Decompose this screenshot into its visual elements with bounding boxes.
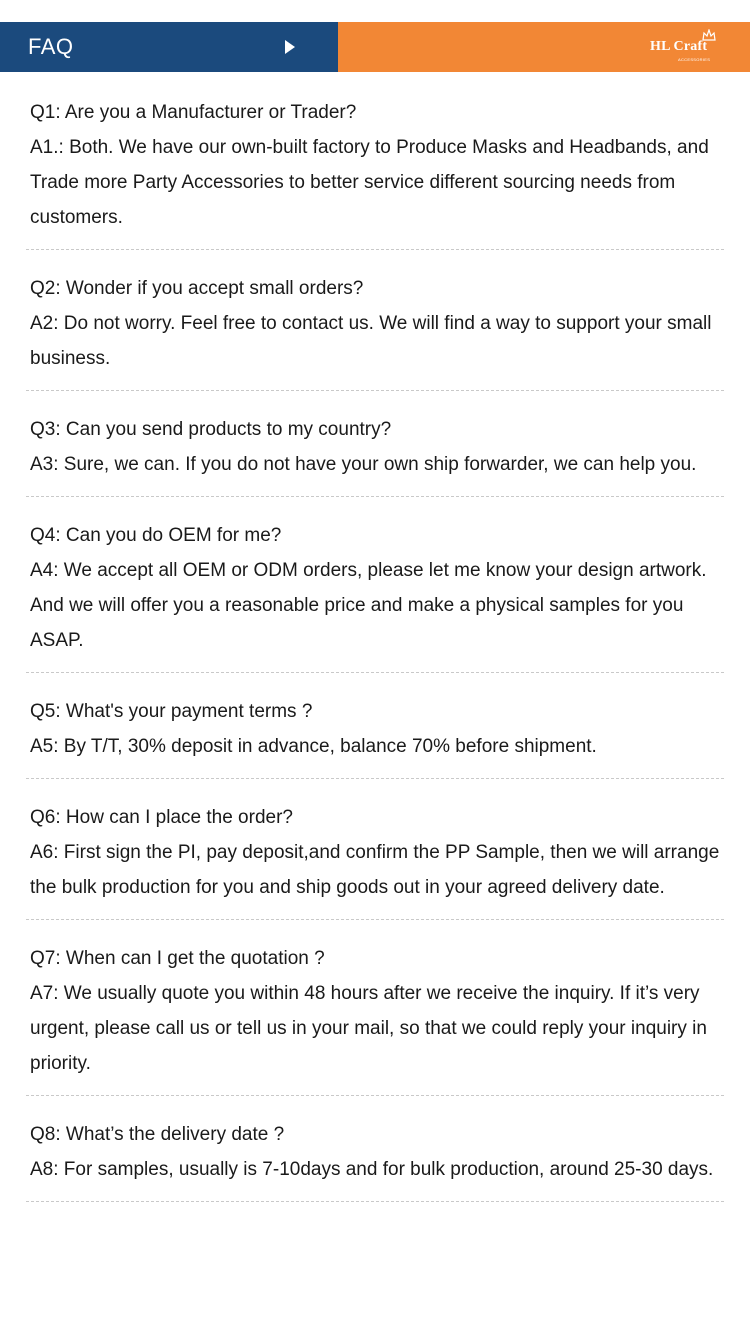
faq-item bbox=[26, 412, 724, 497]
faq-item bbox=[26, 1117, 724, 1202]
faq-question: Q2: Wonder if you accept small orders? bbox=[30, 278, 364, 299]
hl-craft-logo bbox=[650, 29, 720, 65]
play-arrow-icon bbox=[285, 40, 295, 54]
page-title: FAQ bbox=[28, 34, 74, 59]
faq-question: Q7: When can I get the quotation ? bbox=[30, 948, 325, 969]
faq-answer: A7: We usually quote you within 48 hours after we receive the inquiry. If it’s very urgent, please call us or tell us in your mail, so that we could reply your inquiry in priority. bbox=[30, 983, 707, 1074]
faq-answer: A3: Sure, we can. If you do not have your own ship forwarder, we can help you. bbox=[30, 454, 697, 475]
faq-question: Q6: How can I place the order? bbox=[30, 807, 293, 828]
faq-answer: A2: Do not worry. Feel free to contact us. We will find a way to support your small business. bbox=[30, 313, 712, 369]
faq-question: Q5: What's your payment terms ? bbox=[30, 701, 313, 722]
faq-question: Q4: Can you do OEM for me? bbox=[30, 525, 282, 546]
faq-list bbox=[30, 95, 728, 1223]
faq-question: Q3: Can you send products to my country? bbox=[30, 419, 392, 440]
faq-answer: A4: We accept all OEM or ODM orders, please let me know your design artwork. And we will offer you a reasonable price and make a physical samples for you ASAP. bbox=[30, 560, 707, 651]
faq-question: Q8: What’s the delivery date ? bbox=[30, 1124, 285, 1145]
faq-answer: A6: First sign the PI, pay deposit,and confirm the PP Sample, then we will arrange the bulk production for you and ship goods out in your agreed delivery date. bbox=[30, 842, 720, 898]
header-brand-bar bbox=[338, 22, 750, 72]
faq-header bbox=[0, 22, 750, 72]
faq-answer: A8: For samples, usually is 7-10days and for bulk production, around 25-30 days. bbox=[30, 1159, 714, 1180]
faq-question: Q1: Are you a Manufacturer or Trader? bbox=[30, 102, 357, 123]
logo-subtext: ACCESSORIES bbox=[678, 57, 711, 62]
logo-text: HL Craft bbox=[650, 39, 708, 54]
faq-item bbox=[26, 271, 724, 391]
faq-answer: A5: By T/T, 30% deposit in advance, balance 70% before shipment. bbox=[30, 736, 597, 757]
header-title-bar bbox=[0, 22, 338, 72]
faq-item bbox=[26, 518, 724, 673]
faq-item bbox=[26, 800, 724, 920]
faq-item bbox=[26, 941, 724, 1096]
faq-item bbox=[26, 95, 724, 250]
faq-item bbox=[26, 694, 724, 779]
faq-answer: A1.: Both. We have our own-built factory to Produce Masks and Headbands, and Trade more Party Accessories to better service different sourcing needs from customers. bbox=[30, 137, 709, 228]
